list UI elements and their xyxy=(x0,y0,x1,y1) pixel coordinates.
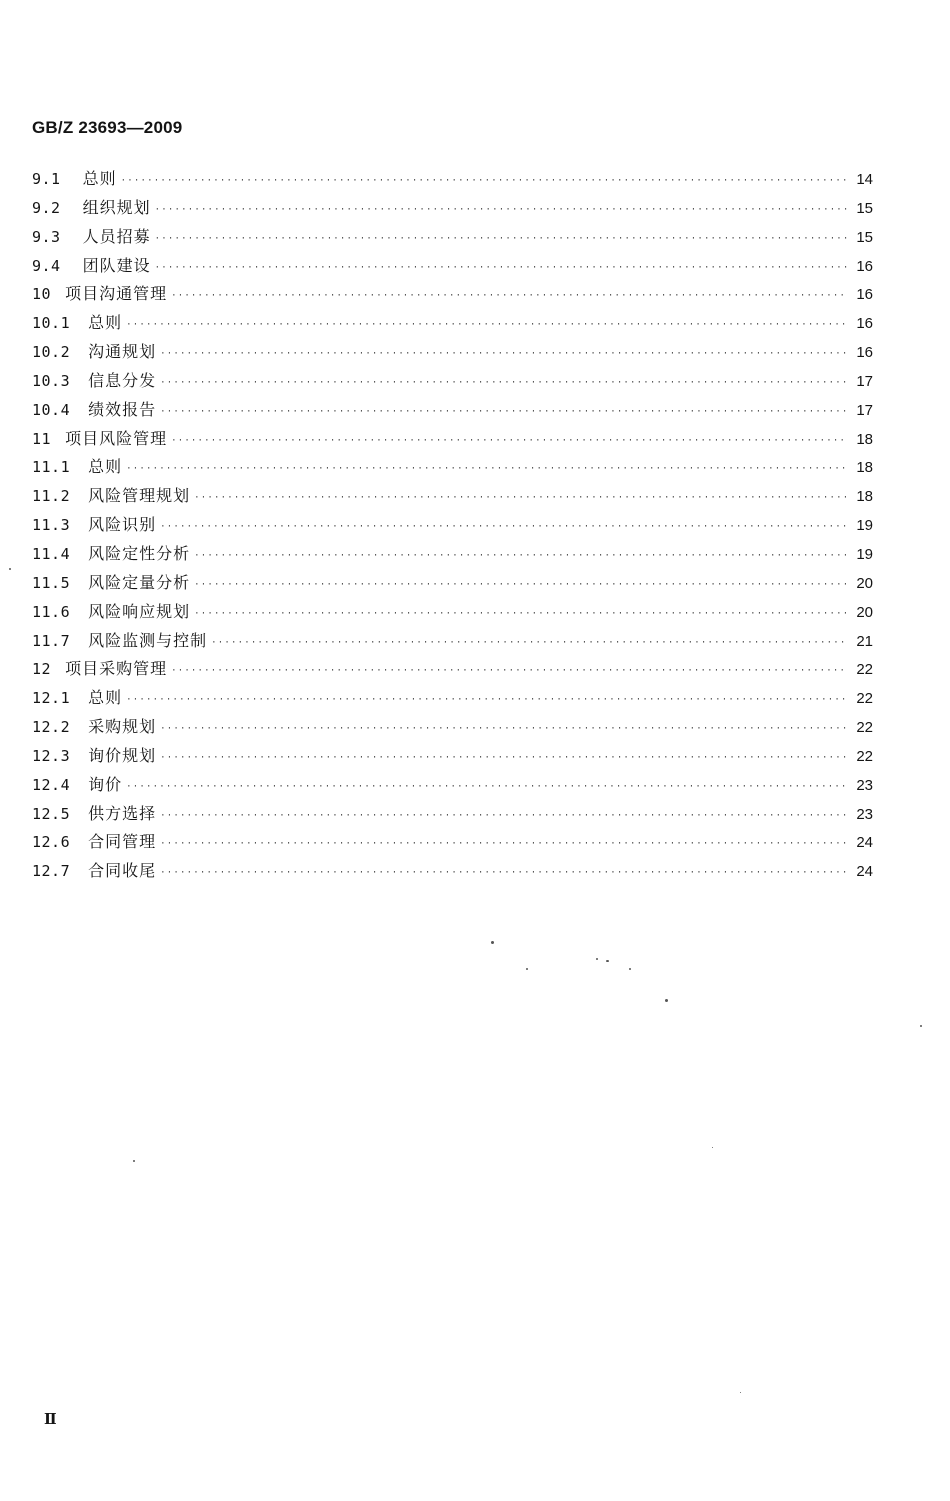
toc-entry-title: 风险识别 xyxy=(88,515,157,535)
toc-dot-leader xyxy=(194,609,847,619)
toc-entry-title: 总则 xyxy=(82,169,117,188)
toc-entry-number: 9.2 xyxy=(32,198,61,217)
toc-dot-leader xyxy=(126,695,847,705)
toc-entry-page: 22 xyxy=(856,747,873,765)
scan-speck xyxy=(9,568,11,570)
toc-entry-page: 20 xyxy=(856,603,873,621)
toc-entry-number: 12.2 xyxy=(32,718,71,737)
toc-entry-number: 11.1 xyxy=(32,458,71,477)
toc-entry-title: 总则 xyxy=(88,688,123,708)
toc-entry-number: 9.4 xyxy=(32,256,61,275)
scan-speck xyxy=(920,1025,922,1027)
scan-speck xyxy=(712,1147,713,1148)
toc-dot-leader xyxy=(155,205,847,215)
toc-entry-title: 人员招募 xyxy=(82,226,151,246)
toc-dot-leader xyxy=(160,868,847,878)
toc-dot-leader xyxy=(160,522,847,532)
toc-entry[interactable] xyxy=(32,541,873,570)
toc-entry-page: 24 xyxy=(856,834,873,852)
toc-entry-title: 合同收尾 xyxy=(88,861,157,881)
toc-entry[interactable] xyxy=(32,628,873,657)
toc-entry-number: 9.3 xyxy=(32,227,61,246)
toc-dot-leader xyxy=(171,666,847,676)
table-of-contents xyxy=(32,166,873,887)
toc-entry-number: 12.3 xyxy=(32,746,71,765)
scan-speck xyxy=(665,999,668,1002)
toc-entry-title: 团队建设 xyxy=(82,255,151,275)
toc-entry-title: 总则 xyxy=(88,313,123,333)
toc-entry-title: 风险管理规划 xyxy=(88,486,191,506)
toc-entry-title: 绩效报告 xyxy=(88,399,157,419)
toc-entry-number: 11 xyxy=(32,429,52,448)
toc-entry[interactable] xyxy=(32,426,873,455)
scan-speck xyxy=(133,1160,135,1162)
toc-entry-page: 15 xyxy=(856,199,873,217)
toc-entry-number: 12.6 xyxy=(32,833,71,852)
scan-speck xyxy=(606,960,609,962)
toc-entry-title: 项目风险管理 xyxy=(65,428,168,448)
toc-entry-title: 询价 xyxy=(88,774,123,794)
toc-dot-leader xyxy=(194,551,847,561)
toc-entry[interactable] xyxy=(32,310,873,339)
toc-entry[interactable] xyxy=(32,368,873,397)
toc-dot-leader xyxy=(160,839,847,849)
toc-dot-leader xyxy=(160,753,847,763)
toc-entry-number: 12.4 xyxy=(32,775,71,794)
toc-entry[interactable] xyxy=(32,743,873,772)
toc-entry-number: 10.2 xyxy=(32,343,71,362)
toc-entry[interactable] xyxy=(32,195,873,224)
toc-entry-title: 风险监测与控制 xyxy=(88,630,208,650)
toc-entry-title: 信息分发 xyxy=(88,370,157,390)
toc-entry[interactable] xyxy=(32,454,873,483)
toc-entry-number: 12.5 xyxy=(32,804,71,823)
toc-entry-number: 11.4 xyxy=(32,544,71,563)
scan-speck xyxy=(740,1392,741,1393)
toc-entry-number: 11.3 xyxy=(32,516,71,535)
scan-speck xyxy=(526,968,528,970)
toc-dot-leader xyxy=(160,407,847,417)
toc-entry-title: 沟通规划 xyxy=(88,342,157,362)
toc-entry[interactable] xyxy=(32,599,873,628)
toc-entry[interactable] xyxy=(32,166,873,195)
scan-speck xyxy=(596,958,598,960)
toc-entry-number: 12.7 xyxy=(32,862,71,881)
toc-dot-leader xyxy=(160,811,847,821)
toc-entry[interactable] xyxy=(32,685,873,714)
toc-entry-number: 11.2 xyxy=(32,487,71,506)
toc-dot-leader xyxy=(160,349,847,359)
toc-dot-leader xyxy=(155,234,847,244)
toc-entry-number: 12 xyxy=(32,660,52,679)
toc-entry-page: 16 xyxy=(856,286,873,304)
toc-entry-page: 20 xyxy=(856,574,873,592)
document-id-header: GB/Z 23693—2009 xyxy=(32,118,183,137)
toc-entry-page: 16 xyxy=(856,344,873,362)
toc-entry-page: 19 xyxy=(856,545,873,563)
toc-dot-leader xyxy=(194,493,847,503)
toc-dot-leader xyxy=(160,378,847,388)
toc-entry-page: 18 xyxy=(856,488,873,506)
toc-entry-number: 10.1 xyxy=(32,314,71,333)
toc-entry-title: 询价规划 xyxy=(88,745,157,765)
toc-entry-number: 10 xyxy=(32,285,52,304)
toc-dot-leader xyxy=(171,291,847,301)
toc-dot-leader xyxy=(171,436,847,446)
toc-entry-page: 14 xyxy=(856,171,873,188)
toc-entry[interactable] xyxy=(32,483,873,512)
toc-entry-title: 采购规划 xyxy=(88,717,157,737)
scan-speck xyxy=(629,968,631,970)
toc-entry-page: 17 xyxy=(856,401,873,419)
toc-dot-leader xyxy=(160,724,847,734)
toc-entry-page: 17 xyxy=(856,372,873,390)
toc-entry-title: 项目采购管理 xyxy=(65,659,168,679)
toc-entry-title: 合同管理 xyxy=(88,832,157,852)
toc-dot-leader xyxy=(155,263,847,273)
toc-dot-leader xyxy=(194,580,847,590)
toc-entry[interactable] xyxy=(32,656,873,685)
toc-dot-leader xyxy=(211,638,847,648)
toc-entry-page: 16 xyxy=(856,315,873,333)
toc-entry-title: 供方选择 xyxy=(88,803,157,823)
toc-entry-page: 19 xyxy=(856,517,873,535)
toc-entry-number: 11.6 xyxy=(32,602,71,621)
toc-entry-page: 15 xyxy=(856,228,873,246)
toc-entry[interactable] xyxy=(32,829,873,858)
toc-entry-title: 风险响应规划 xyxy=(88,601,191,621)
toc-entry-title: 总则 xyxy=(88,457,123,477)
toc-entry[interactable] xyxy=(32,397,873,426)
toc-entry-page: 23 xyxy=(856,805,873,823)
toc-entry[interactable] xyxy=(32,801,873,830)
toc-entry-page: 24 xyxy=(856,863,873,881)
toc-entry[interactable] xyxy=(32,224,873,253)
toc-entry-page: 21 xyxy=(856,632,873,650)
toc-entry-title: 风险定量分析 xyxy=(88,572,191,592)
toc-entry[interactable] xyxy=(32,512,873,541)
toc-entry[interactable] xyxy=(32,714,873,743)
toc-entry[interactable] xyxy=(32,253,873,282)
toc-entry-title: 组织规划 xyxy=(82,197,151,217)
toc-entry-number: 10.4 xyxy=(32,400,71,419)
toc-entry[interactable] xyxy=(32,570,873,599)
scan-speck xyxy=(491,941,494,944)
toc-entry-page: 18 xyxy=(856,459,873,477)
toc-entry-number: 11.7 xyxy=(32,631,71,650)
toc-entry[interactable] xyxy=(32,858,873,887)
toc-entry-title: 风险定性分析 xyxy=(88,543,191,563)
toc-entry-page: 18 xyxy=(856,430,873,448)
toc-entry-number: 9.1 xyxy=(32,170,61,188)
toc-entry-page: 22 xyxy=(856,719,873,737)
toc-entry[interactable] xyxy=(32,281,873,310)
toc-entry[interactable] xyxy=(32,339,873,368)
toc-dot-leader xyxy=(121,176,847,186)
toc-entry-page: 23 xyxy=(856,776,873,794)
toc-dot-leader xyxy=(126,320,847,330)
toc-dot-leader xyxy=(126,464,847,474)
toc-entry-page: 22 xyxy=(856,690,873,708)
toc-dot-leader xyxy=(126,782,847,792)
toc-entry-number: 11.5 xyxy=(32,573,71,592)
toc-entry[interactable] xyxy=(32,772,873,801)
toc-entry-page: 16 xyxy=(856,257,873,275)
toc-entry-number: 12.1 xyxy=(32,689,71,708)
page-number: Ⅱ xyxy=(44,1412,57,1428)
toc-entry-number: 10.3 xyxy=(32,371,71,390)
toc-entry-page: 22 xyxy=(856,661,873,679)
toc-entry-title: 项目沟通管理 xyxy=(65,284,168,304)
